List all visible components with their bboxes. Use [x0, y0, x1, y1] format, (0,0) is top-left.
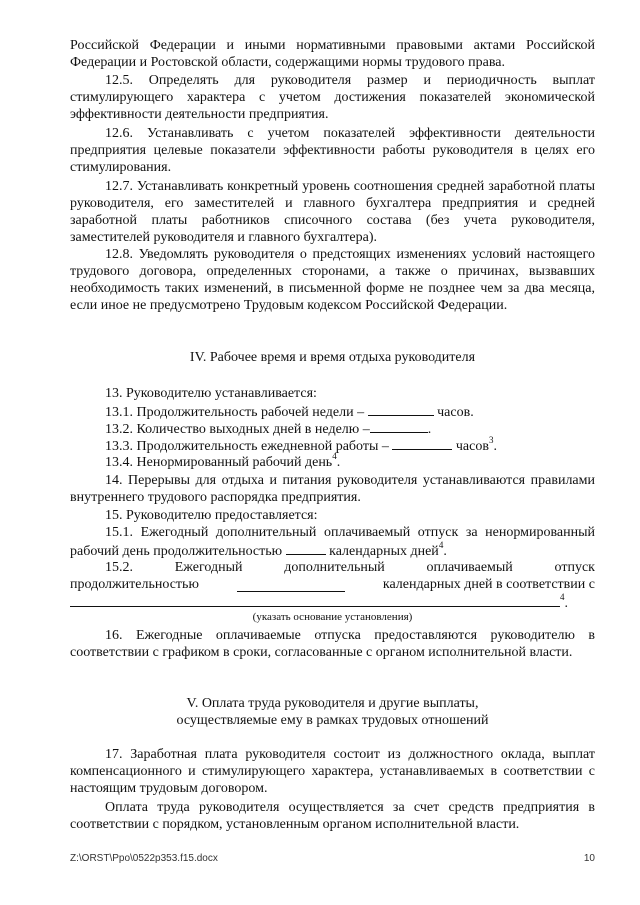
footer-file-path: Z:\ORST\Ppo\0522p353.f15.docx — [70, 853, 218, 864]
footer-page-number: 10 — [583, 853, 595, 864]
section-4-heading: IV. Рабочее время и время отдыха руководителя — [189, 350, 476, 365]
work-week-hours-blank — [368, 402, 434, 416]
daily-hours-blank — [392, 436, 452, 450]
paragraph-13-3-end: . — [493, 439, 497, 454]
section-5-heading-line1: V. Оплата труда руководителя и другие выплаты, — [186, 696, 479, 711]
paragraph-15-2-line3 — [70, 593, 595, 612]
paragraph-15-2-line2 — [70, 576, 595, 593]
paragraph-13-2-text: 13.2. Количество выходных дней в неделю – — [105, 422, 370, 437]
footnote-ref-3: 3 — [488, 435, 494, 446]
paragraph-13-3-unit: часов — [455, 439, 489, 454]
leave-basis-blank — [70, 593, 560, 607]
paragraph-15-2-text: продолжительностью — [70, 577, 199, 592]
paragraph-12-8: 12.8. Уведомлять руководителя о предстоящих изменениях условий настоящего трудового договора, определенных сторонами, а также о причинах, вызвавших необходимость таких изменений, в письменной форме не позднее чем за два месяца, если иное не предусмотрено Трудовым кодексом Российской Федерации. — [70, 247, 595, 313]
paragraph-13-2-end: . — [427, 422, 432, 437]
paragraph-15-1-end: . — [443, 544, 447, 559]
paragraph-15-1-line2 — [70, 541, 595, 560]
footnote-ref-4: 4 — [332, 451, 337, 462]
paragraph-14: 14. Перерывы для отдыха и питания руководителя устанавливаются правилами внутреннего трудового распорядка предприятия. — [70, 473, 595, 505]
paragraph-13: 13. Руководителю устанавливается: — [105, 386, 317, 401]
footnote-ref-4c: 4 — [560, 592, 565, 603]
paragraph-15-1-line1: 15.1. Ежегодный дополнительный оплачиваемый отпуск за ненормированный — [105, 525, 595, 540]
paragraph-13-3-text: 13.3. Продолжительность ежедневной работы – — [105, 439, 389, 454]
paragraph-12-5: 12.5. Определять для руководителя размер и периодичность выплат стимулирующего характера с учетом достижения показателей экономической эффективности деятельности предприятия. — [70, 73, 595, 122]
paragraph-16: 16. Ежегодные оплачиваемые отпуска предоставляются руководителю в соответствии с графиком в сроки, согласованные с органом исполнительной власти. — [70, 628, 595, 660]
paragraph-15-2-unit: календарных дней в соответствии с — [382, 577, 595, 592]
paragraph-13-4 — [70, 451, 595, 471]
additional-leave-days-blank — [237, 578, 345, 592]
paragraph-15-1-unit: календарных дней — [329, 544, 439, 559]
intro-paragraph: Российской Федерации и иными нормативными правовыми актами Российской Федерации и Ростовской области, содержащими нормы трудового права. — [70, 38, 595, 70]
paragraph-13-4-text: 13.4. Ненормированный рабочий день — [105, 455, 333, 470]
extra-leave-days-blank — [286, 541, 326, 555]
paragraph-12-7: 12.7. Устанавливать конкретный уровень соотношения средней заработной платы руководителя, его заместителей и главного бухгалтера предприятия и средней заработной платы работников списочного состава (без учета руководителя, заместителей руководителя и главного бухгалтера). — [70, 179, 595, 245]
paragraph-15-2-line1: 15.2. Ежегодный дополнительный оплачиваемый отпуск — [105, 560, 595, 575]
footnote-ref-4b: 4 — [438, 540, 444, 551]
paragraph-15: 15. Руководителю предоставляется: — [105, 508, 318, 523]
leave-basis-note: (указать основание установления) — [252, 611, 413, 623]
paragraph-15-1-text: рабочий день продолжительностью — [70, 544, 283, 559]
paragraph-13-1-unit: часов. — [437, 405, 474, 420]
paragraph-13-1-text: 13.1. Продолжительность рабочей недели – — [105, 405, 365, 420]
days-off-blank — [370, 419, 428, 433]
paragraph-12-6: 12.6. Устанавливать с учетом показателей эффективности деятельности предприятия целевые показатели эффективности работы руководителя в целях его стимулирования. — [70, 126, 595, 175]
paragraph-15-2-end: . — [564, 596, 568, 611]
section-5-heading-line2: осуществляемые ему в рамках трудовых отношений — [176, 713, 489, 728]
paragraph-17: 17. Заработная плата руководителя состоит из должностного оклада, выплат компенсационного и стимулирующего характера, устанавливаемых в соответствии с настоящим трудовым договором. — [70, 747, 595, 796]
paragraph-13-4-end: . — [336, 455, 341, 470]
paragraph-17-b: Оплата труда руководителя осуществляется за счет средств предприятия в соответствии с порядком, установленным органом исполнительной власти. — [70, 800, 595, 832]
